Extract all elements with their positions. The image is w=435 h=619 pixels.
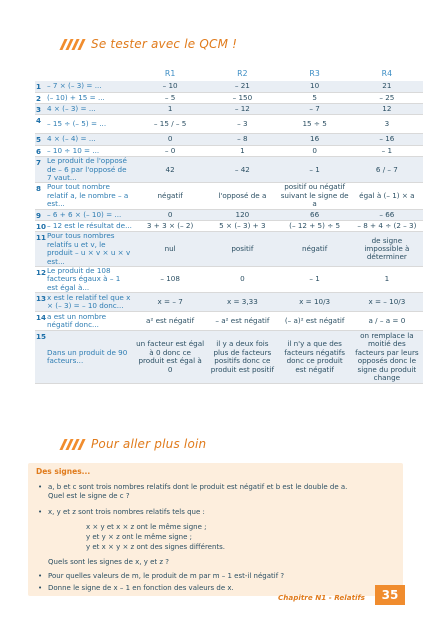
table-row bbox=[35, 331, 423, 384]
answer-r3[interactable]: – 1 bbox=[279, 157, 351, 183]
answer-r2[interactable]: 0 bbox=[206, 267, 278, 293]
answer-r1[interactable]: x = – 7 bbox=[134, 293, 206, 312]
question-number: 3 bbox=[35, 103, 45, 114]
table-row bbox=[35, 134, 423, 145]
answer-r4[interactable]: 3 bbox=[351, 115, 423, 134]
answer-r3[interactable]: négatif bbox=[279, 232, 351, 267]
question-number: 11 bbox=[35, 232, 45, 267]
answer-r2[interactable]: – 8 bbox=[206, 134, 278, 145]
answer-r1[interactable]: – 0 bbox=[134, 145, 206, 156]
exercise-line: Pour quelles valeurs de m, le produit de m par m – 1 est-il négatif ? bbox=[48, 572, 285, 580]
answer-r2[interactable]: il y a deux fois plus de facteurs positifs donc ce produit est positif bbox=[206, 331, 278, 384]
answer-r1[interactable]: 42 bbox=[134, 157, 206, 183]
question-number: 5 bbox=[35, 134, 45, 145]
exercise-line: a, b et c sont trois nombres relatifs dont le produit est négatif et b est le double de a. bbox=[48, 483, 348, 491]
further-section-title bbox=[62, 437, 206, 451]
question-text: – 12 est le résultat de... bbox=[45, 220, 134, 231]
answer-r4[interactable]: a / – a = 0 bbox=[351, 312, 423, 331]
question-text: 4 × (– 3) = ... bbox=[45, 103, 134, 114]
exercise-item bbox=[38, 508, 205, 517]
header-r4: R4 bbox=[381, 69, 393, 78]
exercise-item bbox=[38, 572, 284, 581]
qcm-table bbox=[35, 66, 423, 384]
answer-r4[interactable]: 6 / – 7 bbox=[351, 157, 423, 183]
answer-r2[interactable]: – 21 bbox=[206, 81, 278, 92]
condition-line: x × y et x × z ont le même signe ; bbox=[86, 523, 207, 531]
answer-r4[interactable]: – 66 bbox=[351, 209, 423, 220]
question-text: Dans un produit de 90 facteurs... bbox=[45, 331, 134, 384]
answer-r1[interactable]: négatif bbox=[134, 183, 206, 209]
answer-r2[interactable]: positif bbox=[206, 232, 278, 267]
answer-r3[interactable]: – 7 bbox=[279, 103, 351, 114]
question-number: 4 bbox=[35, 115, 45, 134]
stripes-icon bbox=[62, 439, 83, 450]
table-row bbox=[35, 267, 423, 293]
answer-r3[interactable]: positif ou négatif suivant le signe de a bbox=[279, 183, 351, 209]
table-row bbox=[35, 145, 423, 156]
bullet-icon: • bbox=[38, 572, 43, 580]
question-number: 2 bbox=[35, 92, 45, 103]
header-r2: R2 bbox=[237, 69, 248, 78]
question-line: Quels sont les signes de x, y et z ? bbox=[48, 558, 170, 566]
table-row bbox=[35, 157, 423, 183]
question-text: (– 10) + 15 = ... bbox=[45, 92, 134, 103]
answer-r1[interactable]: nul bbox=[134, 232, 206, 267]
answer-r4[interactable]: égal à (– 1) × a bbox=[351, 183, 423, 209]
question-number: 8 bbox=[35, 183, 45, 209]
qcm-section-title bbox=[62, 37, 237, 51]
answer-r2[interactable]: 5 × (– 3) + 3 bbox=[206, 220, 278, 231]
exercise-item bbox=[38, 584, 234, 593]
question-text: x est le relatif tel que x × (– 3) = – 10 donc... bbox=[45, 293, 134, 312]
answer-r4[interactable]: x = – 10/3 bbox=[351, 293, 423, 312]
answer-r3[interactable]: (– a)² est négatif bbox=[279, 312, 351, 331]
answer-r1[interactable]: – 15 / – 5 bbox=[134, 115, 206, 134]
header-r1: R1 bbox=[164, 69, 176, 78]
qcm-title-text: Se tester avec le QCM ! bbox=[91, 37, 238, 51]
bullet-icon: • bbox=[38, 508, 43, 516]
question-number: 13 bbox=[35, 293, 45, 312]
answer-r2[interactable]: – a² est négatif bbox=[206, 312, 278, 331]
condition-line: y et x × y × z ont des signes différents. bbox=[86, 543, 226, 551]
table-row bbox=[35, 293, 423, 312]
table-header-row bbox=[35, 66, 423, 81]
bullet-icon: • bbox=[38, 483, 43, 491]
stripes-icon bbox=[62, 39, 83, 50]
answer-r4[interactable]: de signe impossible à déterminer bbox=[351, 232, 423, 267]
answer-r4[interactable]: on remplace la moitié des facteurs par leurs opposés donc le signe du produit change bbox=[351, 331, 423, 384]
answer-r4[interactable]: – 1 bbox=[351, 145, 423, 156]
answer-r4[interactable]: 1 bbox=[351, 267, 423, 293]
question-text: a est un nombre négatif donc... bbox=[45, 312, 134, 331]
answer-r2[interactable]: – 12 bbox=[206, 103, 278, 114]
answer-r1[interactable]: – 10 bbox=[134, 81, 206, 92]
further-title-text: Pour aller plus loin bbox=[91, 437, 207, 451]
question-text: – 10 ÷ 10 = ... bbox=[45, 145, 134, 156]
exercise-item bbox=[38, 483, 347, 501]
exercise-line: x, y et z sont trois nombres relatifs tels que : bbox=[48, 508, 205, 516]
table-row bbox=[35, 103, 423, 114]
question-number: 6 bbox=[35, 145, 45, 156]
answer-r2[interactable]: – 150 bbox=[206, 92, 278, 103]
answer-r2[interactable]: l'opposé de a bbox=[206, 183, 278, 209]
question-text: Pour tout nombre relatif a, le nombre – a est... bbox=[45, 183, 134, 209]
answer-r1[interactable]: un facteur est égal à 0 donc ce produit est égal à 0 bbox=[134, 331, 206, 384]
question-text: 4 × (– 4) = ... bbox=[45, 134, 134, 145]
answer-r1[interactable]: – 5 bbox=[134, 92, 206, 103]
answer-r3[interactable]: x = 10/3 bbox=[279, 293, 351, 312]
question-number: 7 bbox=[35, 157, 45, 183]
answer-r3[interactable]: 10 bbox=[279, 81, 351, 92]
answer-r4[interactable]: 21 bbox=[351, 81, 423, 92]
question-text: Le produit de 108 facteurs égaux à – 1 est égal à... bbox=[45, 267, 134, 293]
answer-r4[interactable]: 12 bbox=[351, 103, 423, 114]
table-row bbox=[35, 183, 423, 209]
answer-r4[interactable]: – 8 + 4 ÷ (2 – 3) bbox=[351, 220, 423, 231]
answer-r1[interactable]: a² est négatif bbox=[134, 312, 206, 331]
answer-r1[interactable]: 1 bbox=[134, 103, 206, 114]
question-text: Pour tous nombres relatifs u et v, le produit – u × v × u × v est... bbox=[45, 232, 134, 267]
exercise-line: Quel est le signe de c ? bbox=[48, 492, 130, 500]
answer-r3[interactable]: 5 bbox=[279, 92, 351, 103]
question-number: 15 bbox=[35, 331, 45, 384]
answer-r1[interactable]: – 108 bbox=[134, 267, 206, 293]
answer-r3[interactable]: 15 ÷ 5 bbox=[279, 115, 351, 134]
condition-line: y et y × z ont le même signe ; bbox=[86, 533, 193, 541]
page-number: 35 bbox=[375, 585, 405, 605]
question-number: 1 bbox=[35, 81, 45, 92]
table-row bbox=[35, 220, 423, 231]
table-row bbox=[35, 232, 423, 267]
answer-r3[interactable]: – 1 bbox=[279, 267, 351, 293]
table-row bbox=[35, 92, 423, 103]
exercise-box bbox=[28, 463, 403, 596]
answer-r2[interactable]: – 3 bbox=[206, 115, 278, 134]
answer-r3[interactable]: 0 bbox=[279, 145, 351, 156]
question-text: Le produit de l'opposé de – 6 par l'opposé de 7 vaut... bbox=[45, 157, 134, 183]
answer-r2[interactable]: x = 3,33 bbox=[206, 293, 278, 312]
answer-r3[interactable]: (– 12 + 5) ÷ 5 bbox=[279, 220, 351, 231]
answer-r4[interactable]: – 25 bbox=[351, 92, 423, 103]
answer-r2[interactable]: 120 bbox=[206, 209, 278, 220]
answer-r1[interactable]: 3 + 3 × (– 2) bbox=[134, 220, 206, 231]
exercise-line: Donne le signe de x – 1 en fonction des valeurs de x. bbox=[48, 584, 234, 592]
answer-r3[interactable]: il n'y a que des facteurs négatifs donc ce produit est négatif bbox=[279, 331, 351, 384]
answer-r2[interactable]: – 42 bbox=[206, 157, 278, 183]
answer-r4[interactable]: – 16 bbox=[351, 134, 423, 145]
answer-r1[interactable]: 0 bbox=[134, 209, 206, 220]
question-number: 14 bbox=[35, 312, 45, 331]
table-row bbox=[35, 209, 423, 220]
question-number: 12 bbox=[35, 267, 45, 293]
header-r3: R3 bbox=[309, 69, 320, 78]
question-text: – 6 + 6 × (– 10) = ... bbox=[45, 209, 134, 220]
chapter-footer: Chapitre N1 - Relatifs bbox=[278, 593, 365, 602]
exercise-heading: Des signes... bbox=[36, 467, 91, 476]
table-row bbox=[35, 115, 423, 134]
table-row bbox=[35, 312, 423, 331]
question-text: – 15 ÷ (– 5) = ... bbox=[45, 115, 134, 134]
bullet-icon: • bbox=[38, 584, 43, 592]
answer-r2[interactable]: 1 bbox=[206, 145, 278, 156]
question-text: – 7 × (– 3) = ... bbox=[45, 81, 134, 92]
question-number: 10 bbox=[36, 221, 47, 231]
answer-r3[interactable]: 66 bbox=[279, 209, 351, 220]
answer-r3[interactable]: 16 bbox=[279, 134, 351, 145]
answer-r1[interactable]: 0 bbox=[134, 134, 206, 145]
question-number: 9 bbox=[35, 209, 45, 220]
table-row bbox=[35, 81, 423, 92]
